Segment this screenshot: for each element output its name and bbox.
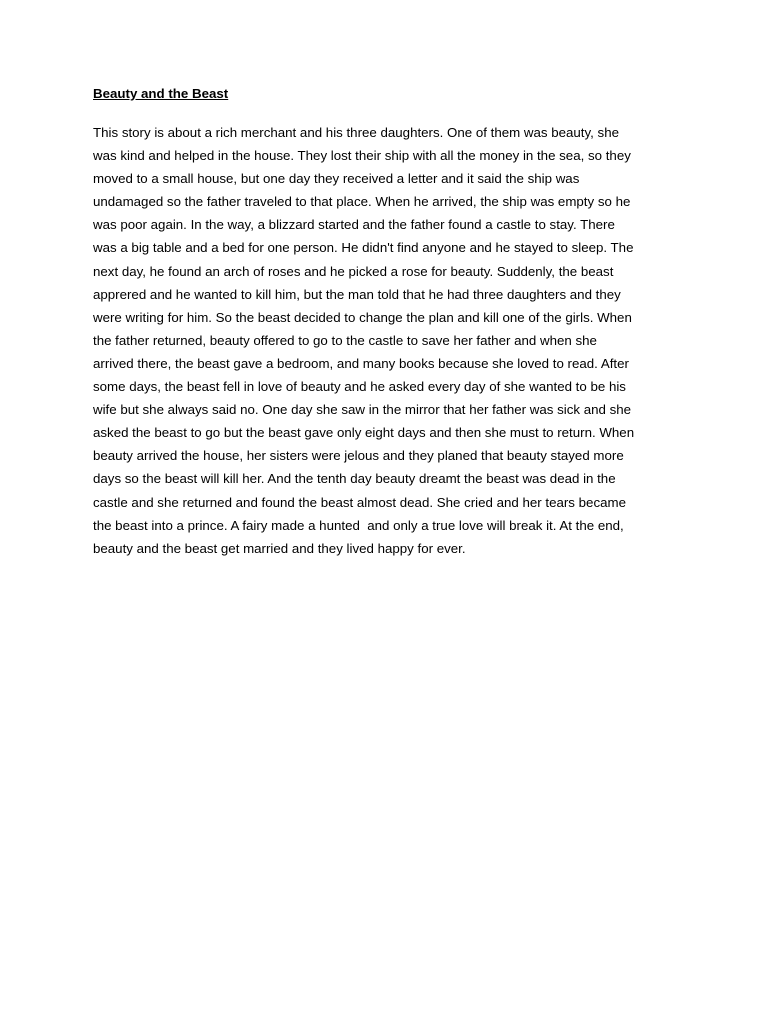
story-paragraph <box>93 121 693 560</box>
paragraph-line: days so the beast will kill her. And the tenth day beauty dreamt the beast was dead in the <box>93 471 616 487</box>
paragraph-line: the father returned, beauty offered to go to the castle to save her father and when she <box>93 332 597 348</box>
paragraph-line: asked the beast to go but the beast gave only eight days and then she must to return. When <box>93 425 635 441</box>
paragraph-line: was a big table and a bed for one person. He didn't find anyone and he stayed to sleep. The <box>93 240 634 256</box>
paragraph-line: were writing for him. So the beast decided to change the plan and kill one of the girls. When <box>93 309 632 325</box>
paragraph-line: arrived there, the beast gave a bedroom, and many books because she loved to read. After <box>93 355 629 371</box>
paragraph-line: was poor again. In the way, a blizzard started and the father found a castle to stay. There <box>93 217 615 233</box>
paragraph-line: undamaged so the father traveled to that place. When he arrived, the ship was empty so he <box>93 194 631 210</box>
document-title: Beauty and the Beast <box>93 86 229 101</box>
paragraph-line: was kind and helped in the house. They lost their ship with all the money in the sea, so they <box>93 148 631 164</box>
paragraph-line: castle and she returned and found the beast almost dead. She cried and her tears became <box>93 494 626 510</box>
paragraph-line: wife but she always said no. One day she saw in the mirror that her father was sick and she <box>93 402 632 418</box>
paragraph-line: the beast into a prince. A fairy made a hunted and only a true love will break it. At the end, <box>93 517 624 533</box>
paragraph-line: some days, the beast fell in love of beauty and he asked every day of she wanted to be his <box>93 379 626 395</box>
paragraph-line: apprered and he wanted to kill him, but the man told that he had three daughters and they <box>93 286 621 302</box>
paragraph-line: beauty arrived the house, her sisters were jelous and they planed that beauty stayed more <box>93 448 624 464</box>
paragraph-line: beauty and the beast get married and they lived happy for ever. <box>93 540 466 556</box>
paragraph-line: next day, he found an arch of roses and he picked a rose for beauty. Suddenly, the beast <box>93 263 614 279</box>
paragraph-line: This story is about a rich merchant and his three daughters. One of them was beauty, she <box>93 125 619 140</box>
paragraph-line: moved to a small house, but one day they received a letter and it said the ship was <box>93 171 580 187</box>
